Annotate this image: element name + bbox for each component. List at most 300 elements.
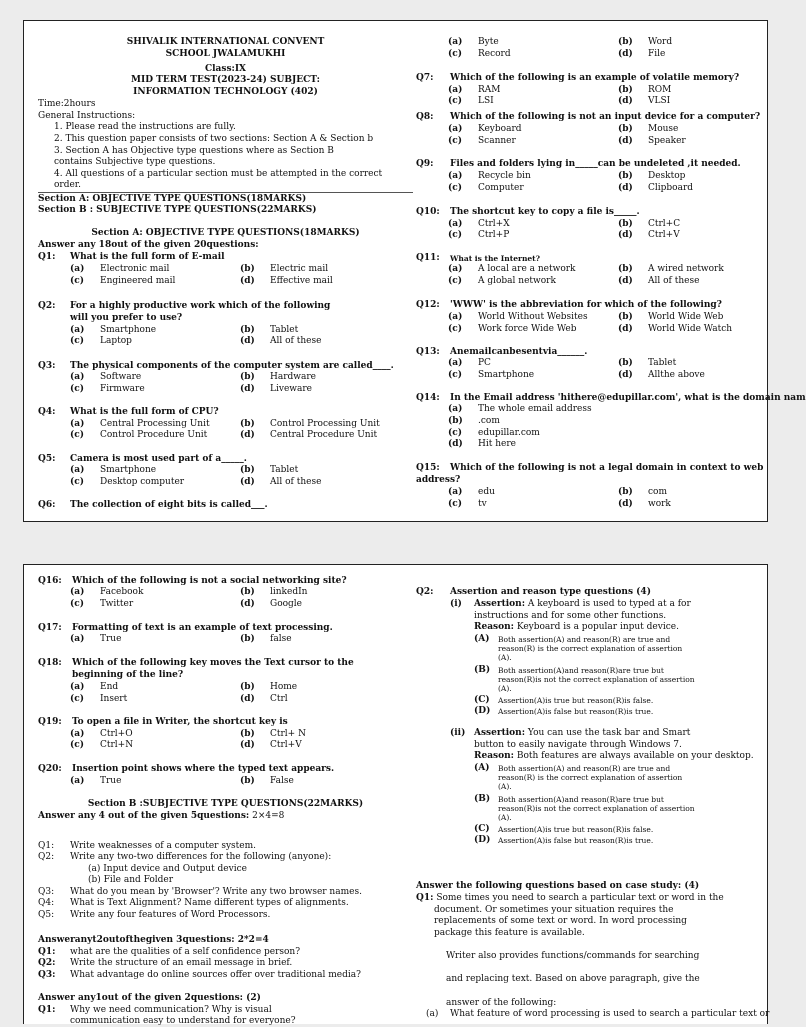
text-span: reason(R) is the correct explanation of assertion xyxy=(498,773,683,782)
text-span: (b) xyxy=(618,219,633,229)
question-text: In the Email address 'hithere@edupillar.com', what is the domain nam xyxy=(450,393,806,403)
text-span: answer of the following: xyxy=(446,998,557,1008)
option-text: work xyxy=(648,499,671,509)
text-span: (a) xyxy=(70,419,85,429)
text-span: Assertion(A)is false but reason(R)is true. xyxy=(498,836,654,845)
question-number: Q19: xyxy=(38,717,62,727)
text-span: (d) xyxy=(448,439,463,449)
question-text: will you prefer to use? xyxy=(70,313,183,323)
text-span: (c) xyxy=(448,230,462,240)
text-span: Q5: xyxy=(38,910,55,920)
text-span xyxy=(240,419,380,429)
text-span: Q4: xyxy=(38,898,55,908)
option-text: All of these xyxy=(648,276,700,286)
text-span: (d) xyxy=(240,599,255,609)
text-span xyxy=(38,811,284,822)
option-text: com xyxy=(648,487,667,497)
text-span xyxy=(448,264,576,274)
text-span xyxy=(618,183,693,193)
text-span: what are the qualities of a self confidence person? xyxy=(70,947,301,957)
text-span: (b) xyxy=(618,487,633,497)
section-summary-b: Section B : SUBJECTIVE TYPE QUESTIONS(22MARKS) xyxy=(38,205,317,215)
class-label: Class:IX xyxy=(204,64,247,74)
text-span: (c) xyxy=(448,276,462,286)
instruction-line: 3. Section A has Objective type questions where as Section B xyxy=(54,146,334,156)
question-text: What is the full form of CPU? xyxy=(70,407,219,417)
option-text: tv xyxy=(478,499,487,509)
text-span xyxy=(70,430,207,440)
text-span: (b) xyxy=(240,325,255,335)
question-text: Formatting of text is an example of text processing. xyxy=(72,623,333,633)
text-span: (c) xyxy=(448,136,462,146)
text-span: (c) xyxy=(70,740,84,750)
option-text: Twitter xyxy=(100,599,134,609)
text-span xyxy=(448,370,534,380)
option-text: Mouse xyxy=(648,124,679,134)
option-text: False xyxy=(270,776,294,786)
option-text: Home xyxy=(270,682,298,692)
test-title-line2: INFORMATION TECHNOLOGY (402) xyxy=(133,87,318,97)
text-span xyxy=(448,96,494,106)
option-text: Computer xyxy=(478,183,524,193)
text-span xyxy=(448,404,592,414)
option-text: Central Procedure Unit xyxy=(270,430,378,440)
text-span xyxy=(448,171,531,181)
text-span: document. Or sometimes your situation requires the xyxy=(434,905,674,915)
text-span xyxy=(240,587,307,597)
text-span: (d) xyxy=(618,370,633,380)
option-text: Laptop xyxy=(100,336,132,346)
subjective-question xyxy=(38,898,349,909)
text-span: (b) xyxy=(618,85,633,95)
text-span: Q1: xyxy=(416,893,434,903)
question-text: Which of the following is not an input device for a computer? xyxy=(450,112,761,122)
question-number: Q1: xyxy=(38,252,56,262)
text-span: What do you mean by 'Browser'? Write any two browser names. xyxy=(70,887,362,897)
text-span xyxy=(70,587,143,597)
option-text: Ctrl+N xyxy=(100,740,134,750)
text-span xyxy=(240,634,292,644)
option-text: Facebook xyxy=(100,587,144,597)
question-text: beginning of the line? xyxy=(72,670,184,680)
option-text: The whole email address xyxy=(478,404,592,414)
question-text: Files and folders lying in_____can be undeleted ,it needed. xyxy=(450,159,741,169)
question-number: Q11: xyxy=(416,253,440,263)
text-span: (b) xyxy=(240,682,255,692)
section-b-heading: Section B :SUBJECTIVE TYPE QUESTIONS(22MARKS) xyxy=(87,799,364,809)
text-span: Assertion: xyxy=(474,728,526,738)
option-text: Hardware xyxy=(270,372,316,382)
option-text: All of these xyxy=(270,336,322,346)
text-span: A keyboard is used to typed at a for xyxy=(527,599,691,609)
text-span: (c) xyxy=(70,477,84,487)
text-span: (d) xyxy=(618,230,633,240)
text-span xyxy=(426,1009,769,1020)
option-text: Effective mail xyxy=(270,276,333,286)
option-text: A local are a network xyxy=(478,264,576,274)
set2-heading: Answeranyt2outofthegiven 3questions: 2*2=4 xyxy=(38,935,269,945)
text-span xyxy=(240,372,316,382)
text-span: Why we need communication? Why is visual xyxy=(70,1005,272,1015)
text-span xyxy=(240,336,321,346)
option-text: Recycle bin xyxy=(478,171,531,181)
instruction-line: 2. This question paper consists of two sections: Section A & Section b xyxy=(54,134,374,144)
option-text: edupillar.com xyxy=(478,428,540,438)
text-span: (a) xyxy=(70,465,85,475)
question-number: Q16: xyxy=(38,576,62,586)
text-span xyxy=(240,465,298,475)
option-text: End xyxy=(100,682,119,692)
question-number: Q5: xyxy=(38,454,56,464)
text-span: (b) xyxy=(240,372,255,382)
text-span xyxy=(70,384,145,394)
option-text: World Wide Web xyxy=(648,312,724,322)
text-span: (c) xyxy=(70,430,84,440)
text-span: and replacing text. Based on above paragraph, give the xyxy=(446,974,700,984)
question-number: Q4: xyxy=(38,407,56,417)
text-span: (B) xyxy=(474,665,491,675)
subjective-question xyxy=(38,910,270,921)
option-text: RAM xyxy=(478,85,501,95)
text-span xyxy=(70,740,133,750)
text-span xyxy=(448,49,511,59)
option-text: Tablet xyxy=(270,325,299,335)
question-number: Q14: xyxy=(416,393,440,403)
option-text: VLSI xyxy=(648,96,671,106)
text-span xyxy=(70,276,175,286)
question-number: Q3: xyxy=(38,361,56,371)
question-text: To open a file in Writer, the shortcut key is xyxy=(72,717,288,727)
text-span xyxy=(70,372,141,382)
option-text: Tablet xyxy=(270,465,299,475)
text-span: reason(R) is the correct explanation of assertion xyxy=(498,644,683,653)
text-span: Q1: xyxy=(38,841,55,851)
text-span: (c) xyxy=(448,96,462,106)
text-span xyxy=(448,124,522,134)
option-text: Desktop computer xyxy=(100,477,185,487)
text-span: Both assertion(A)and reason(R)are true but xyxy=(498,666,664,675)
text-span: (d) xyxy=(240,477,255,487)
text-span: What feature of word processing is used to search a particular text or xyxy=(450,1009,770,1019)
set3-question-cont: communication easy to understand for everyone? xyxy=(70,1016,296,1026)
text-span: Q2: xyxy=(38,958,56,968)
text-span xyxy=(240,682,297,692)
text-span: Assertion(A)is true but reason(R)is false. xyxy=(498,825,654,834)
question-number: Q12: xyxy=(416,300,440,310)
text-span: (c) xyxy=(448,499,462,509)
option-text: Central Processing Unit xyxy=(100,419,210,429)
text-span: (b) xyxy=(240,419,255,429)
option-text: edu xyxy=(478,487,495,497)
question-number: Q2: xyxy=(416,587,434,597)
text-span: What advantage do online sources offer over traditional media? xyxy=(70,970,361,980)
text-span: (c) xyxy=(448,183,462,193)
option-text: Ctrl+V xyxy=(270,740,302,750)
text-span xyxy=(618,136,686,146)
option-text: A global network xyxy=(478,276,556,286)
text-span: instructions and for some other functions. xyxy=(474,611,667,621)
option-text: File xyxy=(648,49,666,59)
option-text: PC xyxy=(478,358,491,368)
option-text: Byte xyxy=(478,37,499,47)
text-span: package this feature is available. xyxy=(434,928,585,938)
question-text: address? xyxy=(416,475,461,485)
option-text: Electronic mail xyxy=(100,264,170,274)
question-number: Q2: xyxy=(38,301,56,311)
question-text: 'WWW' is the abbreviation for which of the following? xyxy=(450,300,722,310)
text-span: (d) xyxy=(618,276,633,286)
option-label: (c) xyxy=(70,276,84,286)
text-span xyxy=(448,219,510,229)
text-span: (a) xyxy=(426,1009,439,1019)
option-text: World Without Websites xyxy=(478,312,588,322)
text-span: (b) xyxy=(240,729,255,739)
text-span: (a) xyxy=(448,404,463,414)
question-number: Q9: xyxy=(416,159,434,169)
text-span xyxy=(70,694,127,704)
question-number: Q7: xyxy=(416,73,434,83)
instruction-line: 1. Please read the instructions are fully. xyxy=(54,122,236,132)
section-b-instruction: Answer any 4 out of the given 5questions: xyxy=(38,811,250,821)
time-label: Time:2hours xyxy=(38,99,96,109)
text-span: (c) xyxy=(448,428,462,438)
text-span: Reason: xyxy=(474,622,514,632)
exam-page-1 xyxy=(23,20,806,522)
subjective-question xyxy=(38,841,256,852)
option-text: Electric mail xyxy=(270,264,329,274)
option-text: Desktop xyxy=(648,171,686,181)
text-span xyxy=(240,477,321,487)
text-span: (b) xyxy=(618,312,633,322)
text-span xyxy=(448,439,516,449)
option-text: Speaker xyxy=(648,136,686,146)
text-span: Some times you need to search a particular text or word in the xyxy=(436,893,724,903)
question-number: Q10: xyxy=(416,207,440,217)
text-span: (d) xyxy=(618,136,633,146)
part-label: (i) xyxy=(450,599,462,609)
text-span: (B) xyxy=(474,794,491,804)
general-instructions-title: General Instructions: xyxy=(38,111,136,121)
part-label: (ii) xyxy=(450,728,466,738)
text-span: Assertion(A)is true but reason(R)is false. xyxy=(498,696,654,705)
text-span: (A). xyxy=(498,684,512,693)
text-span: (c) xyxy=(448,324,462,334)
question-text: Anemailcanbesentvia______. xyxy=(450,347,588,357)
text-span: (b) xyxy=(240,465,255,475)
text-span: Q2: xyxy=(38,852,55,862)
option-text: Insert xyxy=(100,694,128,704)
text-span xyxy=(70,419,210,429)
divider xyxy=(38,192,413,193)
text-span: (d) xyxy=(240,694,255,704)
text-span: Q1: xyxy=(38,1005,56,1015)
text-span: Write any two-two differences for the following (anyone): xyxy=(70,852,332,862)
option-text: linkedIn xyxy=(270,587,308,597)
text-span xyxy=(448,487,495,497)
text-span: (b) xyxy=(240,634,255,644)
text-span: (a) xyxy=(448,487,463,497)
text-span xyxy=(70,325,156,335)
text-span: Assertion(A)is false but reason(R)is true. xyxy=(498,707,654,716)
instruction-line: 4. All questions of a particular section must be attempted in the correct xyxy=(54,169,383,179)
text-span: (a) xyxy=(70,325,85,335)
option-text: .com xyxy=(478,416,500,426)
set3-question xyxy=(38,1005,272,1016)
text-span: (d) xyxy=(618,499,633,509)
text-span xyxy=(240,384,312,394)
text-span xyxy=(240,694,288,704)
text-span xyxy=(240,276,333,286)
text-span xyxy=(618,487,667,497)
option-text: Record xyxy=(478,49,511,59)
text-span: (d) xyxy=(240,430,255,440)
text-span: (c) xyxy=(70,384,84,394)
text-span: Q3: xyxy=(38,887,55,897)
question-number: Q8: xyxy=(416,112,434,122)
text-span xyxy=(618,370,705,380)
text-span xyxy=(474,728,690,739)
text-span xyxy=(618,219,680,229)
case-study-heading: Answer the following questions based on case study: (4) xyxy=(416,881,700,891)
text-span xyxy=(70,465,156,475)
text-span: (b) xyxy=(618,358,633,368)
assertion-heading: Assertion and reason type questions (4) xyxy=(450,587,651,597)
school-name-line2: SCHOOL JWALAMUKHI xyxy=(165,49,286,59)
text-span: (d) xyxy=(618,96,633,106)
text-span: Write any four features of Word Processors. xyxy=(70,910,271,920)
text-span xyxy=(618,85,671,95)
option-text: Firmware xyxy=(100,384,145,394)
question-text: What is the Internet? xyxy=(450,254,541,263)
text-span: (c) xyxy=(70,336,84,346)
section-summary-a: Section A: OBJECTIVE TYPE QUESTIONS(18MARKS) xyxy=(38,194,307,204)
school-name-line1: SHIVALIK INTERNATIONAL CONVENT xyxy=(126,37,325,47)
question-text: The collection of eight bits is called___. xyxy=(70,500,268,510)
option-text: Ctrl+C xyxy=(648,219,681,229)
text-span: (b) xyxy=(240,587,255,597)
text-span: Both features are always available on your desktop. xyxy=(516,751,754,761)
option-text: Liveware xyxy=(270,384,312,394)
text-span: Both assertion(A)and reason(R)are true but xyxy=(498,795,664,804)
text-span xyxy=(70,776,121,786)
section-a-instruction: Answer any 18out of the given 20questions: xyxy=(38,240,259,250)
question-number: Q18: xyxy=(38,658,62,668)
text-span: (A) xyxy=(474,763,490,773)
text-span: (d) xyxy=(618,183,633,193)
option-text: LSI xyxy=(478,96,494,106)
text-span xyxy=(618,324,732,334)
question-text: Which of the following is an example of volatile memory? xyxy=(450,73,740,83)
question-number: Q13: xyxy=(416,347,440,357)
text-span: (b) xyxy=(618,124,633,134)
text-span xyxy=(240,729,306,739)
page2-right-column xyxy=(416,565,769,1024)
option-text: Ctrl+O xyxy=(100,729,133,739)
text-span xyxy=(448,358,491,368)
option-text: Allthe above xyxy=(648,370,705,380)
text-span xyxy=(618,37,672,47)
text-span xyxy=(618,96,670,106)
option-text: Ctrl+ N xyxy=(270,729,306,739)
text-span: (c) xyxy=(448,370,462,380)
subjective-question xyxy=(38,852,331,863)
instruction-line: contains Subjective type questions. xyxy=(54,157,216,167)
text-span: reason(R)is not the correct explanation of assertion xyxy=(498,675,695,684)
text-span: (a) xyxy=(70,587,85,597)
text-span xyxy=(70,729,133,739)
option-text: Scanner xyxy=(478,136,516,146)
text-span xyxy=(448,276,556,286)
text-span: Reason: xyxy=(474,751,514,761)
text-span: (b) xyxy=(448,416,463,426)
option-text: Keyboard xyxy=(478,124,522,134)
text-span xyxy=(70,477,184,487)
text-span: (b) xyxy=(618,264,633,274)
question-text: What is the full form of E-mail xyxy=(70,252,225,262)
text-span: (c) xyxy=(70,694,84,704)
text-span: You can use the task bar and Smart xyxy=(527,728,691,738)
text-span: Keyboard is a popular input device. xyxy=(516,622,679,632)
text-span xyxy=(474,599,691,610)
option-text: Smartphone xyxy=(478,370,535,380)
option-text: Work force Wide Web xyxy=(478,324,577,334)
option-text: World Wide Watch xyxy=(648,324,733,334)
question-text: Insertion point shows where the typed text appears. xyxy=(72,764,335,774)
text-span xyxy=(448,416,500,426)
text-span xyxy=(240,776,294,786)
section-b-marks: 2×4=8 xyxy=(252,811,285,821)
option-text: Smartphone xyxy=(100,325,157,335)
text-span xyxy=(618,171,685,181)
text-span: (a) xyxy=(448,312,463,322)
text-span: (A). xyxy=(498,813,512,822)
text-span xyxy=(448,230,509,240)
text-span: (a) xyxy=(448,37,463,47)
text-span xyxy=(70,599,133,609)
text-span xyxy=(416,893,724,904)
text-span xyxy=(448,183,524,193)
text-span xyxy=(448,312,588,322)
text-span xyxy=(618,499,671,509)
option-text: All of these xyxy=(270,477,322,487)
text-span: (b) xyxy=(618,171,633,181)
option-text: false xyxy=(270,634,292,644)
text-span xyxy=(240,430,377,440)
option-text: Ctrl+V xyxy=(648,230,680,240)
option-text: A wired network xyxy=(648,264,724,274)
option-text: Control Procedure Unit xyxy=(100,430,208,440)
question-text: The physical components of the computer system are called____. xyxy=(70,361,394,371)
text-span: (d) xyxy=(240,384,255,394)
text-span: (A) xyxy=(474,634,490,644)
option-text: True xyxy=(100,634,122,644)
text-span: (a) xyxy=(70,682,85,692)
text-span: (D) xyxy=(474,706,491,716)
option-text: Engineered mail xyxy=(100,276,176,286)
option-text: Smartphone xyxy=(100,465,157,475)
question-text: Which of the following is not a social networking site? xyxy=(72,576,347,586)
text-span xyxy=(240,740,302,750)
option-text: True xyxy=(100,776,122,786)
text-span xyxy=(448,85,501,95)
question-text: The shortcut key to copy a file is_____. xyxy=(450,207,640,217)
text-span: (a) xyxy=(70,729,85,739)
option-text: Google xyxy=(270,599,302,609)
text-span: (d) xyxy=(618,49,633,59)
option-text: Word xyxy=(648,37,673,47)
option-text: Tablet xyxy=(648,358,677,368)
text-span xyxy=(618,358,676,368)
